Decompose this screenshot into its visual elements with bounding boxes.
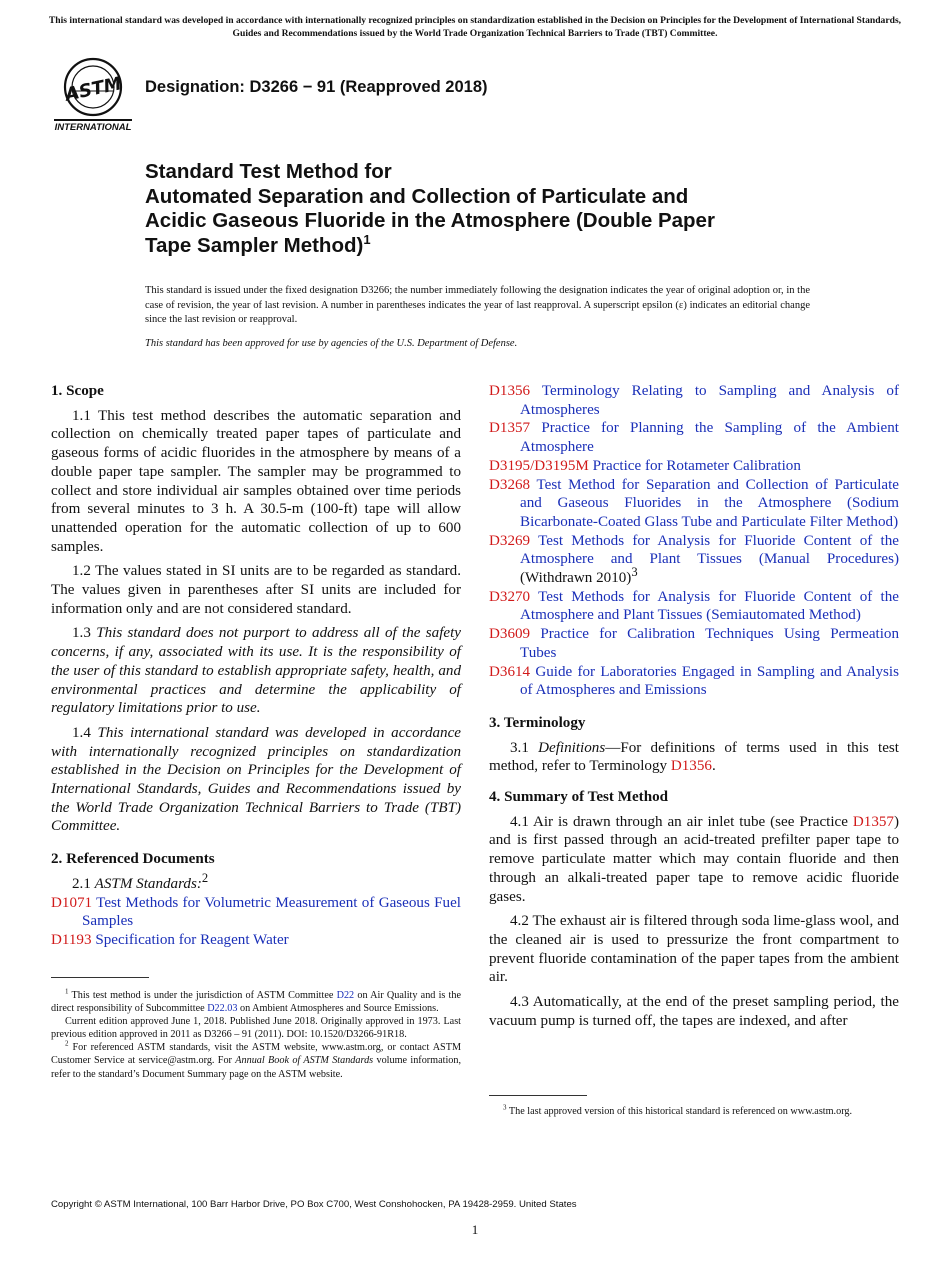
footnote-1-text-c: on Ambient Atmospheres and Source Emissions. <box>240 1003 439 1015</box>
terminology-heading: 3. Terminology <box>489 714 586 731</box>
astm-logo <box>50 55 136 133</box>
ref-title[interactable]: Test Methods for Analysis for Fluoride Content of the Atmosphere and Plant Tissues (Semiautomated Method) <box>520 588 899 624</box>
astm-standards-label: ASTM Standards: <box>94 875 202 892</box>
ref-code[interactable]: D3270 <box>489 588 531 605</box>
ref-code[interactable]: D1357 <box>489 420 531 437</box>
footnote-3-marker: 3 <box>503 1103 507 1112</box>
footnote-1-text-a: This test method is under the jurisdiction of ASTM Committee <box>71 990 334 1001</box>
ref-item-d1193[interactable] <box>51 931 461 950</box>
withdrawn-footnote-marker: 3 <box>631 565 638 579</box>
ref-title[interactable]: Practice for Planning the Sampling of the Ambient Atmosphere <box>520 420 899 456</box>
footnote-rule-right <box>489 1095 587 1096</box>
footnote-2-italic: Annual Book of ASTM Standards <box>235 1055 374 1067</box>
scope-1-3-text: This standard does not purport to address all of the safety concerns, if any, associated with its use. It is the responsibility of the user of this standard to establish appropriate safety, health, and environmental practices and determine the applicability of regulatory limitations prior to use. <box>51 625 462 717</box>
dod-approval-note: This standard has been approved for use by agencies of the U.S. Department of Defense. <box>145 338 518 349</box>
ref-code[interactable]: D1356 <box>489 383 531 399</box>
ref-withdrawn-note: (Withdrawn 2010) <box>520 570 632 587</box>
ref-title[interactable]: Guide for Laboratories Engaged in Sampling and Analysis of Atmospheres and Emissions <box>520 663 899 699</box>
scope-para-1-3 <box>51 624 461 718</box>
footnote-1-edition: Current edition approved June 1, 2018. Published June 2018. Originally approved in 1973. Last previous edition approved in 2011 as D3266 – 91 (2011). DOI: 10.1520/D3266-91R18. <box>51 1016 461 1041</box>
svg-text:ASTM: ASTM <box>63 73 124 106</box>
summary-para-4-1 <box>489 813 899 907</box>
footnotes-left <box>51 989 461 1081</box>
ref-title[interactable]: Test Method for Separation and Collection of Particulate and Gaseous Fluorides in the Atmosphere (Sodium Bicarbonate-Coated Glass Tube and Particulate Filter Method) <box>520 476 899 530</box>
footnote-2-marker: 2 <box>65 1039 69 1048</box>
ref-title[interactable]: Specification for Reagent Water <box>95 931 289 948</box>
issuance-note: This standard is issued under the fixed designation D3266; the number immediately following the designation indicates the year of original adoption or, in the case of revision, the year of last revision. A number in parentheses indicates the year of last reapproval. A superscript epsilon (ε) indicates an editorial change since the last revision or reapproval. <box>145 285 810 325</box>
scope-heading: 1. Scope <box>51 383 104 399</box>
terminology-label: Definitions <box>538 739 606 756</box>
ref-item-d3268[interactable] <box>489 476 899 532</box>
ref-item-d3270[interactable] <box>489 588 899 625</box>
footnote-rule-left <box>51 977 149 978</box>
scope-1-4-text: This international standard was developed in accordance with internationally recognized principles on standardization established in the Decision on Principles for the Development of International Standards, Guides and Recommendations issued by the World Trade Organization Technical Barriers to Trade (TBT) Committee. <box>51 724 461 835</box>
ref-item-d1356[interactable] <box>489 382 899 419</box>
ref-title[interactable]: Practice for Rotameter Calibration <box>592 457 801 474</box>
scope-para-1-1: 1.1 This test method describes the automatic separation and collection on chemically treated paper tapes of particulate and gaseous forms of acidic fluorides in the atmosphere by means of a double paper tape sampler. The sampler may be programmed to collect and store individual air samples obtained over time periods from several minutes to 3 h. A 30.5-m (100-ft) tape will allow unattended operation for the automatic collection of up to 600 samples. <box>51 407 461 555</box>
summary-heading: 4. Summary of Test Method <box>489 789 669 806</box>
link-d1356[interactable]: D1356 <box>670 758 712 775</box>
footnotes-right <box>489 1105 899 1118</box>
designation: Designation: D3266 − 91 (Reapproved 2018) <box>145 78 488 96</box>
ref-title[interactable]: Terminology Relating to Sampling and Analysis of Atmospheres <box>520 383 899 418</box>
title-line-4-text: Tape Sampler Method) <box>145 233 364 257</box>
summary-para-4-3: 4.3 Automatically, at the end of the preset sampling period, the vacuum pump is turned off, the tapes are indexed, and after <box>489 994 899 1029</box>
ref-code[interactable]: D1071 <box>51 894 93 911</box>
ref-item-d3195[interactable] <box>489 457 899 476</box>
ref-item-d3269[interactable] <box>489 532 899 588</box>
scope-1-3-num: 1.3 <box>72 625 91 642</box>
footnote-3-text: The last approved version of this historical standard is referenced on www.astm.org. <box>508 1106 853 1117</box>
title-line-2: Automated Separation and Collection of Particulate and <box>145 184 689 208</box>
ref-code[interactable]: D3195/D3195M <box>489 457 589 474</box>
footnote-1-text-b: on Air Quality and is the direct responsibility of Subcommittee <box>51 990 462 1015</box>
ref-item-d3614[interactable] <box>489 663 899 700</box>
title-footnote-marker: 1 <box>363 231 371 247</box>
ref-code[interactable]: D3269 <box>489 532 531 549</box>
ref-code[interactable]: D3614 <box>489 663 531 680</box>
ref-title[interactable]: Test Methods for Analysis for Fluoride Content of the Atmosphere and Plant Tissues (Manual Procedures) <box>520 532 899 568</box>
scope-para-1-2: 1.2 The values stated in SI units are to be regarded as standard. The values given in parentheses after SI units are included for information only and are not considered standard. <box>51 563 461 617</box>
footnote-2-text-a: For referenced ASTM standards, visit the ASTM website, www.astm.org, or contact ASTM Customer Service at service@astm.org. For <box>51 1042 462 1067</box>
scope-para-1-4 <box>51 724 461 836</box>
summary-4-1-a: 4.1 Air is drawn through an air inlet tube (see Practice <box>510 813 848 830</box>
page-number: 1 <box>471 1222 479 1237</box>
astm-standards-footnote-marker: 2 <box>201 870 209 885</box>
ref-code[interactable]: D3609 <box>489 626 531 643</box>
ref-code[interactable]: D1193 <box>51 931 92 948</box>
footnote-2-text-b: volume information, refer to the standard’s Document Summary page on the ASTM website. <box>51 1055 462 1080</box>
link-d22-03[interactable]: D22.03 <box>207 1003 238 1015</box>
left-column <box>51 382 461 950</box>
footnote-1 <box>51 989 461 1015</box>
svg-text:INTERNATIONAL: INTERNATIONAL <box>54 122 132 133</box>
copyright-line: Copyright © ASTM International, 100 Barr Harbor Drive, PO Box C700, West Conshohocken, PA 19428-2959. United States <box>51 1199 577 1210</box>
title-line-1: Standard Test Method for <box>145 160 392 183</box>
ref-code[interactable]: D3268 <box>489 476 531 493</box>
terminology-para-3-1 <box>489 739 899 776</box>
title-line-4 <box>145 231 845 259</box>
document-title <box>145 160 845 258</box>
footnote-1-marker: 1 <box>65 987 69 996</box>
right-column <box>489 382 899 1037</box>
title-line-3: Acidic Gaseous Fluoride in the Atmosphere (Double Paper <box>145 209 715 232</box>
astm-standards-num: 2.1 <box>72 875 91 892</box>
standard-notice: This international standard was developed in accordance with internationally recognized principles on standardization established in the Decision on Principles for the Development of International Standards, Guides and Recommendations issued by the World Trade Organization Technical Barriers to Trade (TBT) Committee. <box>48 15 902 39</box>
footnote-3 <box>489 1105 899 1118</box>
summary-para-4-2: 4.2 The exhaust air is filtered through soda lime-glass wool, and the cleaned air is used to pressurize the front compartment to prevent fluoride contamination of the paper tapes from the ambient air. <box>489 913 899 986</box>
scope-1-4-num: 1.4 <box>72 724 91 741</box>
ref-item-d1357[interactable] <box>489 419 899 456</box>
link-d1357[interactable]: D1357 <box>852 813 894 830</box>
ref-item-d3609[interactable] <box>489 625 899 662</box>
footnote-2 <box>51 1041 461 1080</box>
summary-4-1-b: ) and is first passed through an acid-treated prefilter paper tape to remove particulate matter which may contain fluoride and then through an alkali-treated paper tape to remove acidic fluoride gases. <box>489 813 899 905</box>
astm-standards-subhead <box>51 870 461 894</box>
ref-item-d1071[interactable] <box>51 894 461 931</box>
ref-title[interactable]: Practice for Calibration Techniques Using Permeation Tubes <box>520 626 899 661</box>
referenced-documents-heading: 2. Referenced Documents <box>51 851 215 868</box>
terminology-text: —For definitions of terms used in this test method, refer to Terminology <box>489 739 899 775</box>
terminology-end: . <box>711 758 716 775</box>
link-d22[interactable]: D22 <box>336 990 355 1001</box>
terminology-num: 3.1 <box>510 739 529 756</box>
ref-title[interactable]: Test Methods for Volumetric Measurement of Gaseous Fuel Samples <box>82 894 461 930</box>
